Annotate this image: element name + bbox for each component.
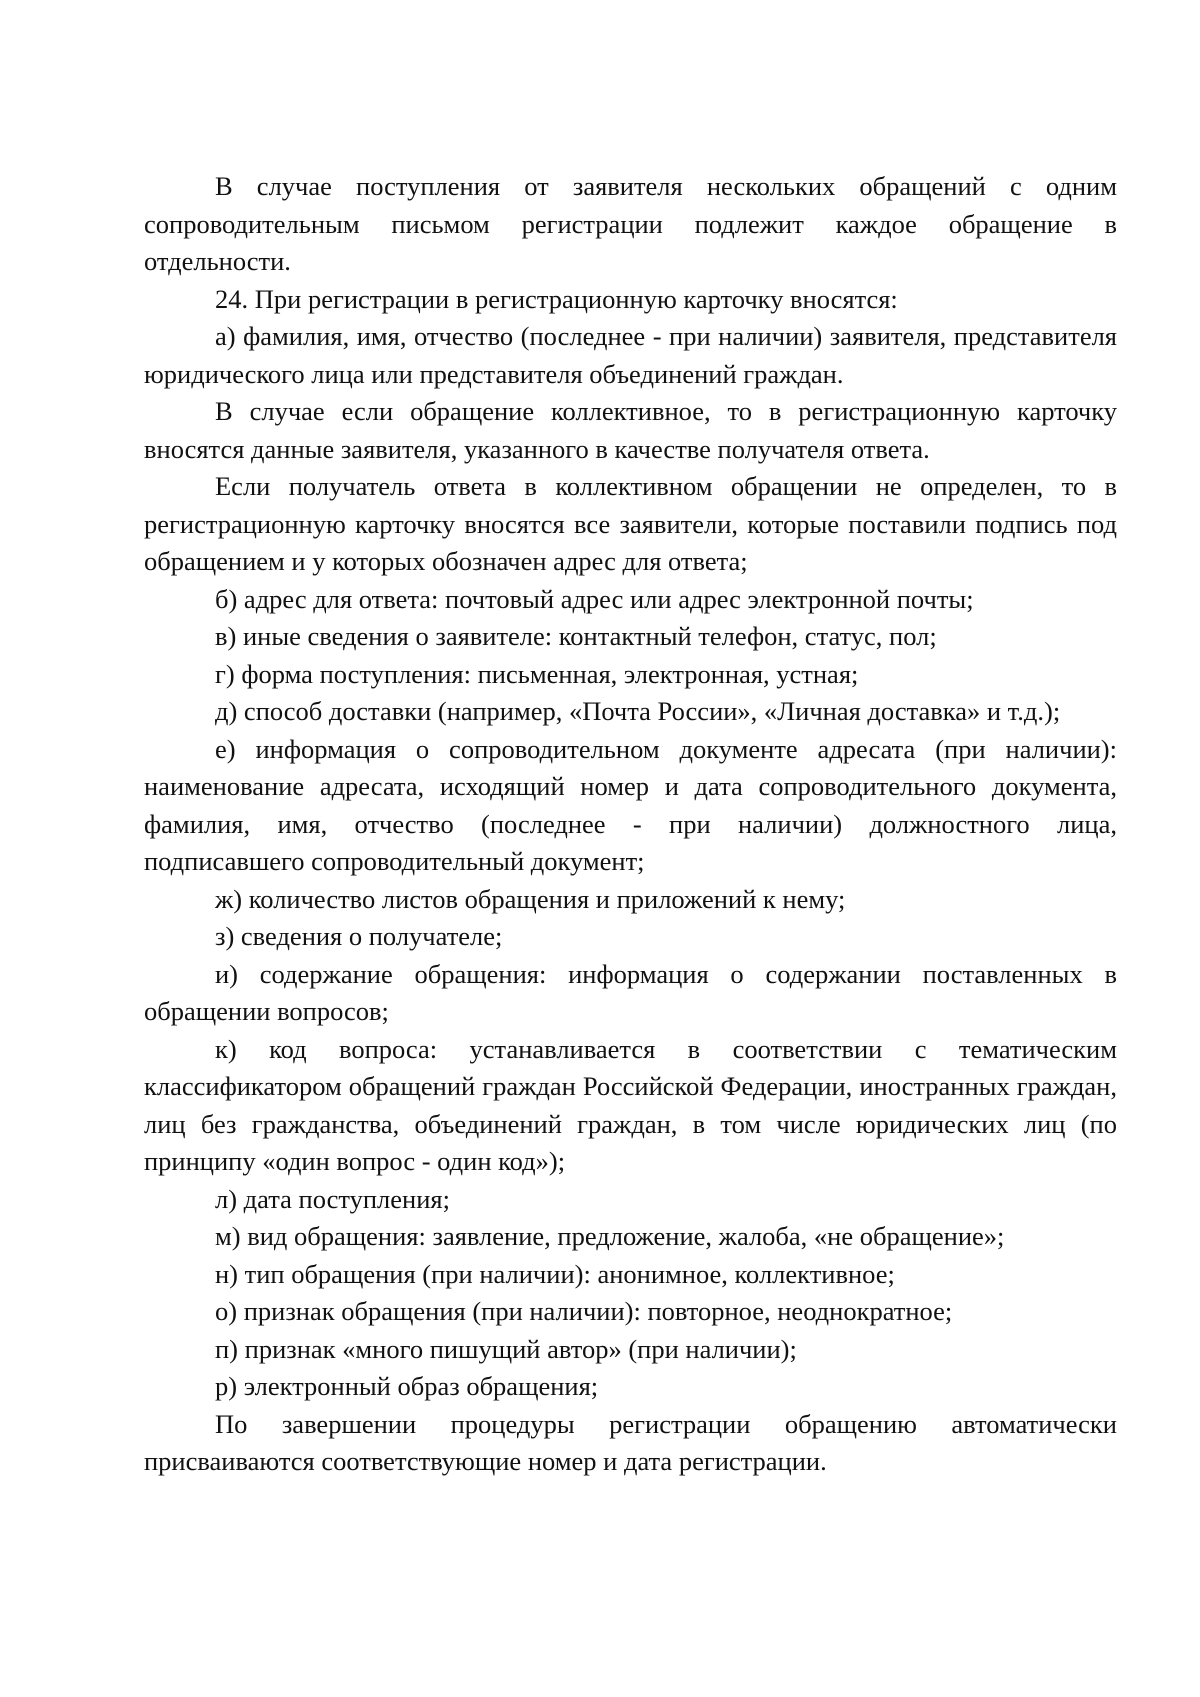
paragraph-item-p: п) признак «много пишущий автор» (при наличии); (215, 1333, 797, 1364)
paragraph-item-a: а) фамилия, имя, отчество (последнее - при наличии) заявителя, представителя юридического лица или представителя объединений граждан. (144, 321, 1117, 389)
paragraph-item-k: к) код вопроса: устанавливается в соответствии с тематическим классификатором обращений граждан Российской Федерации, иностранных граждан, лиц без гражданства, объединений граждан, в том числе юридических лиц (по принципу «один вопрос - один код»); (144, 1033, 1117, 1176)
paragraph-item-e: е) информация о сопроводительном документе адресата (при наличии): наименование адресата, исходящий номер и дата сопроводительного документа, фамилия, имя, отчество (последнее - при наличии) должностного лица, подписавшего сопроводительный документ; (144, 733, 1117, 876)
document-page (144, 168, 1117, 1481)
paragraph-item-24: 24. При регистрации в регистрационную карточку вносятся: (215, 283, 898, 314)
paragraph-item-i: и) содержание обращения: информация о содержании поставленных в обращении вопросов; (144, 958, 1117, 1026)
paragraph-item-b: б) адрес для ответа: почтовый адрес или адрес электронной почты; (215, 583, 974, 614)
paragraph-item-z: з) сведения о получателе; (215, 921, 503, 951)
paragraph-item-n: н) тип обращения (при наличии): анонимное, коллективное; (215, 1258, 895, 1289)
paragraph-registration-complete: По завершении процедуры регистрации обращению автоматически присваиваются соответствующие номер и дата регистрации. (144, 1408, 1117, 1476)
paragraph-item-l: л) дата поступления; (215, 1183, 450, 1214)
paragraph-recipient-undefined: Если получатель ответа в коллективном обращении не определен, то в регистрационную карточку вносятся все заявители, которые поставили подпись под обращением и у которых обозначен адрес для ответа; (144, 471, 1117, 576)
paragraph-item-g: г) форма поступления: письменная, электронная, устная; (215, 658, 859, 689)
paragraph-item-d: д) способ доставки (например, «Почта России», «Личная доставка» и т.д.); (215, 696, 1061, 726)
paragraph-collective-appeal: В случае если обращение коллективное, то в регистрационную карточку вносятся данные заявителя, указанного в качестве получателя ответа. (144, 396, 1117, 464)
paragraph-item-zh: ж) количество листов обращения и приложений к нему; (215, 883, 846, 914)
paragraph-item-o: о) признак обращения (при наличии): повторное, неоднократное; (215, 1296, 953, 1326)
paragraph-item-v: в) иные сведения о заявителе: контактный телефон, статус, пол; (215, 621, 937, 651)
paragraph-item-m: м) вид обращения: заявление, предложение, жалоба, «не обращение»; (215, 1221, 1005, 1251)
paragraph-item-r: р) электронный образ обращения; (215, 1371, 599, 1401)
paragraph-multiple-appeals: В случае поступления от заявителя нескольких обращений с одним сопроводительным письмом регистрации подлежит каждое обращение в отдельности. (144, 171, 1117, 276)
